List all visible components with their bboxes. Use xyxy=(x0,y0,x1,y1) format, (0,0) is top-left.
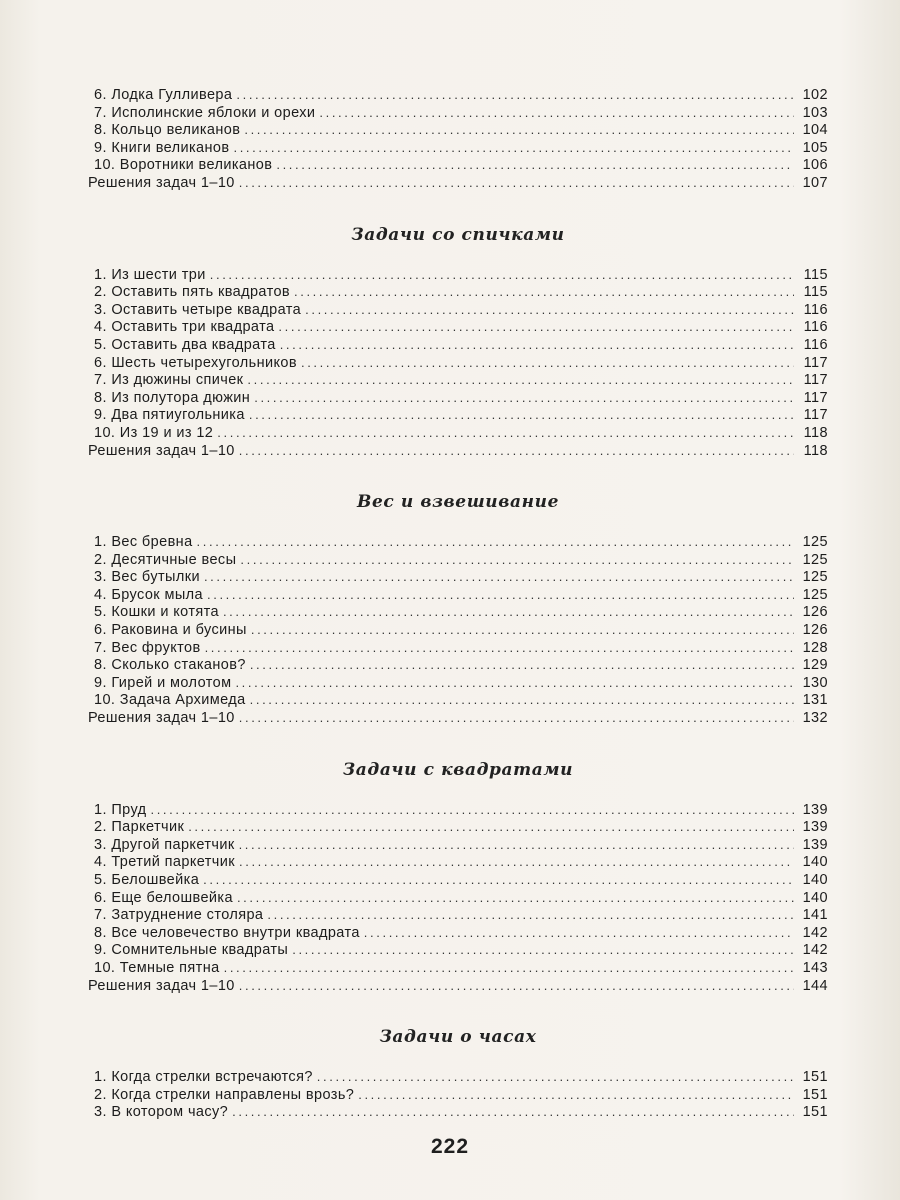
toc-entry xyxy=(88,318,828,336)
toc-entry xyxy=(88,674,828,692)
toc-section xyxy=(88,210,828,460)
toc-entry-title: 10. Задача Архимеда xyxy=(94,692,246,709)
toc-entry-page: 139 xyxy=(802,836,828,853)
toc-entry-page: 130 xyxy=(802,674,828,691)
dot-leader xyxy=(204,568,794,586)
toc-entry-page: 131 xyxy=(802,692,828,709)
dot-leader xyxy=(224,959,794,977)
dot-leader xyxy=(197,533,794,551)
toc-entry-page: 151 xyxy=(802,1069,828,1086)
toc-entry-title: 9. Гирей и молотом xyxy=(94,674,232,691)
toc-entry xyxy=(88,853,828,871)
toc-entry-page: 125 xyxy=(802,551,828,568)
toc-entry-page: 115 xyxy=(803,284,828,301)
toc-entry-page: 143 xyxy=(802,959,828,976)
toc-entry xyxy=(88,354,828,372)
dot-leader xyxy=(247,371,794,389)
toc-section xyxy=(88,1012,828,1121)
toc-entry-title: 8. Сколько стаканов? xyxy=(94,657,246,674)
toc-entry-title: 4. Третий паркетчик xyxy=(94,854,235,871)
toc-entry-page: 102 xyxy=(802,87,828,103)
dot-leader xyxy=(233,139,794,157)
toc-entry xyxy=(88,691,828,709)
toc-entry xyxy=(88,568,828,586)
dot-leader xyxy=(232,1103,794,1121)
toc-entry-page: 116 xyxy=(803,301,828,318)
toc-entry-page: 105 xyxy=(802,139,828,156)
toc-entry-page: 129 xyxy=(802,657,828,674)
section-title: Задачи со спичками xyxy=(351,224,565,245)
toc-entry-page: 117 xyxy=(803,372,828,389)
toc-entry-title: 8. Кольцо великанов xyxy=(94,122,241,139)
dot-leader xyxy=(188,818,794,836)
toc-entry xyxy=(88,139,828,157)
dot-leader xyxy=(207,586,794,604)
toc-entry xyxy=(88,977,828,995)
dot-leader xyxy=(292,941,794,959)
dot-leader xyxy=(237,889,794,907)
dot-leader xyxy=(239,853,794,871)
toc-entry xyxy=(88,639,828,657)
toc-entry xyxy=(88,336,828,354)
dot-leader xyxy=(250,691,794,709)
toc-entry xyxy=(88,104,828,122)
dot-leader xyxy=(251,621,794,639)
toc-entry-page: 125 xyxy=(802,534,828,551)
toc-entry xyxy=(88,709,828,727)
dot-leader xyxy=(239,709,794,727)
toc-entry xyxy=(88,941,828,959)
toc-entry-page: 126 xyxy=(802,604,828,621)
toc-entry xyxy=(88,406,828,424)
dot-leader xyxy=(294,283,794,301)
dot-leader xyxy=(280,336,794,354)
toc-entry xyxy=(88,924,828,942)
dot-leader xyxy=(239,836,794,854)
dot-leader xyxy=(239,442,794,460)
toc-entry-title: 6. Шесть четырехугольников xyxy=(94,354,297,371)
toc-entry-title: 3. Оставить четыре квадрата xyxy=(94,301,302,318)
toc-entry-title: 6. Лодка Гулливера xyxy=(94,87,233,103)
toc-entry-page: 139 xyxy=(802,801,828,818)
dot-leader xyxy=(217,424,794,442)
toc-entry-page: 125 xyxy=(802,569,828,586)
toc-entry-title: 6. Раковина и бусины xyxy=(94,622,247,639)
toc-entry xyxy=(88,1086,828,1104)
table-of-contents xyxy=(88,86,828,1121)
toc-entry-page: 104 xyxy=(802,122,828,139)
toc-entry-title: 7. Из дюжины спичек xyxy=(94,372,244,389)
section-title: Задачи о часах xyxy=(379,1027,537,1048)
toc-entry-page: 106 xyxy=(802,157,828,174)
toc-entry-page: 140 xyxy=(802,872,828,888)
dot-leader xyxy=(364,924,794,942)
dot-leader xyxy=(239,174,794,192)
toc-entry-title: 5. Оставить два квадрата xyxy=(94,336,276,353)
toc-entry-page: 115 xyxy=(803,266,828,283)
toc-entry-title: 9. Сомнительные квадраты xyxy=(94,942,289,959)
toc-entry xyxy=(88,586,828,604)
dot-leader xyxy=(319,104,794,122)
toc-entry-title: Решения задач 1–10 xyxy=(88,174,235,191)
toc-entry xyxy=(88,836,828,854)
toc-entry xyxy=(88,442,828,460)
toc-section xyxy=(88,745,828,995)
section-title: Задачи с квадратами xyxy=(342,759,574,780)
toc-entry-page: 142 xyxy=(802,942,828,959)
dot-leader xyxy=(244,121,794,139)
dot-leader xyxy=(301,354,794,372)
toc-entry xyxy=(88,174,828,192)
toc-entry-title: 4. Брусок мыла xyxy=(94,586,203,603)
toc-section xyxy=(88,477,828,727)
toc-entry-page: 126 xyxy=(802,622,828,639)
toc-entry-title: 6. Еще белошвейка xyxy=(94,889,233,906)
dot-leader xyxy=(305,301,794,319)
toc-entry-page: 141 xyxy=(802,907,828,924)
toc-entry-title: 9. Книги великанов xyxy=(94,139,230,156)
toc-entry xyxy=(88,551,828,569)
toc-entry xyxy=(88,121,828,139)
toc-entry-title: 2. Паркетчик xyxy=(94,819,185,836)
dot-leader xyxy=(317,1068,794,1086)
toc-entry-page: 117 xyxy=(803,407,828,424)
toc-entry-title: 1. Из шести три xyxy=(94,266,206,283)
toc-entry-page: 116 xyxy=(803,336,828,353)
section-title: Вес и взвешивание xyxy=(356,492,560,513)
dot-leader xyxy=(210,266,794,284)
toc-entry xyxy=(88,603,828,621)
toc-entry-title: 10. Темные пятна xyxy=(94,959,220,976)
toc-entry-page: 103 xyxy=(802,104,828,121)
toc-entry xyxy=(88,818,828,836)
toc-entry xyxy=(88,889,828,907)
toc-entry-page: 142 xyxy=(802,924,828,941)
toc-entry-title: 5. Кошки и котята xyxy=(94,604,219,621)
toc-entry xyxy=(88,371,828,389)
toc-entry xyxy=(88,801,828,819)
toc-entry xyxy=(88,871,828,889)
toc-entry-page: 118 xyxy=(803,442,828,459)
toc-entry-title: 2. Десятичные весы xyxy=(94,551,237,568)
toc-entry xyxy=(88,86,828,104)
toc-entry-title: 9. Два пятиугольника xyxy=(94,407,245,424)
dot-leader xyxy=(223,603,794,621)
dot-leader xyxy=(267,906,794,924)
toc-entry-page: 151 xyxy=(802,1104,828,1121)
toc-entry-page: 144 xyxy=(802,977,828,994)
toc-entry-title: 1. Пруд xyxy=(94,801,147,818)
toc-entry-page: 140 xyxy=(802,854,828,871)
page-number: 222 xyxy=(430,1135,470,1158)
toc-entry xyxy=(88,156,828,174)
dot-leader xyxy=(240,551,794,569)
toc-section-gulliver xyxy=(88,86,828,192)
toc-entry-page: 117 xyxy=(803,389,828,406)
toc-entry xyxy=(88,533,828,551)
toc-entry-title: 10. Из 19 и из 12 xyxy=(94,424,214,441)
dot-leader xyxy=(239,977,794,995)
toc-entry xyxy=(88,266,828,284)
toc-entry xyxy=(88,621,828,639)
toc-entry-page: 139 xyxy=(802,819,828,836)
toc-entry-title: 1. Когда стрелки встречаются? xyxy=(94,1069,313,1086)
dot-leader xyxy=(278,318,794,336)
toc-sections xyxy=(88,210,828,1121)
dot-leader xyxy=(205,639,794,657)
dot-leader xyxy=(358,1086,794,1104)
toc-entry xyxy=(88,424,828,442)
toc-entry-page: 140 xyxy=(802,889,828,906)
dot-leader xyxy=(236,86,794,104)
toc-entry-title: 7. Вес фруктов xyxy=(94,639,201,656)
toc-entry-page: 125 xyxy=(802,586,828,603)
toc-entry-title: 2. Оставить пять квадратов xyxy=(94,284,291,301)
toc-entry-page: 117 xyxy=(803,354,828,371)
toc-entry-title: 7. Затруднение столяра xyxy=(94,907,264,924)
toc-entry xyxy=(88,906,828,924)
toc-entry xyxy=(88,656,828,674)
toc-entry xyxy=(88,389,828,407)
toc-entry xyxy=(88,1068,828,1086)
toc-entry-page: 128 xyxy=(802,639,828,656)
toc-entry-title: Решения задач 1–10 xyxy=(88,710,235,727)
toc-entry-title: 10. Воротники великанов xyxy=(94,157,273,174)
toc-entry-title: 7. Исполинские яблоки и орехи xyxy=(94,104,316,121)
toc-entry-title: 8. Из полутора дюжин xyxy=(94,389,251,406)
toc-entry-page: 107 xyxy=(802,174,828,191)
toc-entry-title: Решения задач 1–10 xyxy=(88,977,235,994)
toc-entry-title: 3. Другой паркетчик xyxy=(94,836,235,853)
toc-entry-title: 3. В котором часу? xyxy=(94,1104,229,1121)
toc-entry-page: 116 xyxy=(803,319,828,336)
toc-entry xyxy=(88,959,828,977)
dot-leader xyxy=(203,871,794,889)
toc-entry-page: 151 xyxy=(802,1086,828,1103)
toc-entry-title: 5. Белошвейка xyxy=(94,872,200,888)
dot-leader xyxy=(150,801,794,819)
toc-entry-title: 1. Вес бревна xyxy=(94,534,193,551)
toc-entry-title: Решения задач 1–10 xyxy=(88,442,235,459)
dot-leader xyxy=(276,156,794,174)
toc-entry-page: 132 xyxy=(802,710,828,727)
dot-leader xyxy=(250,656,794,674)
dot-leader xyxy=(235,674,794,692)
toc-entry-title: 3. Вес бутылки xyxy=(94,569,200,586)
dot-leader xyxy=(249,406,794,424)
dot-leader xyxy=(254,389,794,407)
toc-entry-title: 8. Все человечество внутри квадрата xyxy=(94,924,360,941)
toc-entry xyxy=(88,301,828,319)
toc-entry xyxy=(88,1103,828,1121)
toc-entry xyxy=(88,283,828,301)
toc-entry-title: 2. Когда стрелки направлены врозь? xyxy=(94,1086,355,1103)
toc-entry-page: 118 xyxy=(803,424,828,441)
toc-entry-title: 4. Оставить три квадрата xyxy=(94,319,275,336)
